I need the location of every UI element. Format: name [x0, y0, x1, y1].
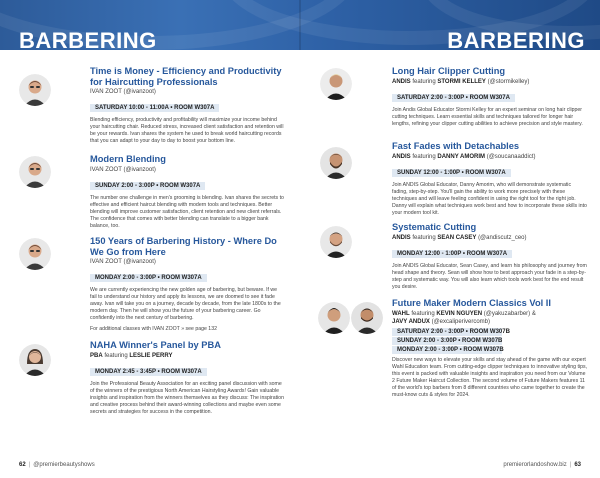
session-schedule: MONDAY 2:00 - 3:00P • ROOM W307B: [392, 346, 502, 354]
session-title: Time is Money - Efficiency and Productivity for Haircutting Professionals: [90, 66, 282, 87]
page-gutter: [299, 0, 301, 50]
session-schedule: SATURDAY 10:00 - 11:00A • ROOM W307A: [90, 104, 219, 112]
session-presenter: IVAN ZOOT (@ivanzoot): [90, 89, 156, 95]
right-page: [300, 58, 600, 458]
session-description: The number one challenge in men's grooming is blending. Ivan shares the secrets to effective and efficient haircut blending with modern tools and techniques. Better blending will improve customer satisfaction, client retention and new client referrals. The confidence that comes with better blending can translate to a bigger bank balance, too.: [90, 194, 284, 229]
session-description: Join ANDIS Global Educator, Sean Casey, and learn his philosophy and journey from head shape and theory. Sean will show how to best approach your fade in a step-by-step and systematic way. You will also learn which tools work best for the end result you desire.: [392, 262, 587, 290]
session-presenter: [392, 78, 588, 86]
presenter-featuring: featuring: [412, 153, 436, 160]
session-presenter: [392, 310, 588, 326]
presenter-name: KEVIN NGUYEN: [436, 310, 483, 317]
presenter-handle: (@andiscutz_ceo): [478, 234, 527, 241]
session-schedule: MONDAY 12:00 - 1:00P • ROOM W307A: [392, 250, 512, 258]
session-title: NAHA Winner's Panel by PBA: [90, 340, 221, 350]
session-title: Long Hair Clipper Cutting: [392, 66, 506, 76]
section-title-left: BARBERING: [19, 28, 157, 53]
session-description: Blending efficiency, productivity and profitability will maximize your income behind your haircutting chair. Reduced stress, increased client satisfaction and retention will be your rewards. Ivan shares the system he used to break world haircutting records that you can adapt to your day to day to boost your bottom line.: [90, 117, 284, 144]
page-footer-left: [19, 461, 95, 469]
session-title: Future Maker Modern Classics Vol II: [392, 298, 551, 308]
presenter-handle: (@excaliperivercomb): [431, 318, 491, 325]
session-schedule: SUNDAY 2:00 - 3:00P • ROOM W307A: [90, 182, 205, 190]
presenter-photo-leslie-perry: [19, 344, 51, 376]
presenter-org: PBA: [90, 352, 103, 359]
session-title: Systematic Cutting: [392, 222, 477, 232]
presenter-name: DANNY AMORIM: [437, 153, 486, 160]
page-number: 63: [574, 462, 581, 468]
session-title: 150 Years of Barbering History - Where Do We Go from Here: [90, 236, 277, 257]
session-description: Join Andis Global Educator Stormi Kelley for an expert seminar on long hair clipper cutting techniques. Learn essential skills and techniques tailored for longer hair lengths, refining your clipper cutting abilities to achieve precision and style mastery.: [392, 106, 583, 127]
session-presenter: IVAN ZOOT (@ivanzoot): [90, 166, 156, 173]
presenter-featuring: featuring: [412, 234, 436, 241]
presenter-photo-kevin-nguyen: [318, 302, 350, 334]
section-title-right: BARBERING: [447, 28, 585, 53]
presenter-photo-ivan-zoot: [19, 74, 51, 106]
session-schedule: SATURDAY 2:00 - 3:00P • ROOM W307A: [392, 94, 515, 102]
session-presenter: IVAN ZOOT (@ivanzoot): [90, 259, 156, 265]
session-title: Fast Fades with Detachables: [392, 141, 520, 151]
footer-divider: |: [28, 462, 31, 468]
presenter-org: ANDIS: [392, 234, 411, 241]
footer-website: premierorlandoshow.biz: [503, 462, 567, 468]
presenter-photo-ivan-zoot: [19, 238, 51, 270]
presenter-handle: (@stormikelley): [487, 78, 530, 85]
session-description: Discover new ways to elevate your skills and stay ahead of the game with our expert Wahl Education team. From cutting-edge clipper techniques to innovative styling tips, this event is packed with valuable insights and inspiration you need from our Volume 2 Future Maker Haircut Collection. The second volume of Future Makers features 11 of the world's top barbers from 8 different countries who came together to create the must-know cuts & styles for 2024.: [392, 356, 588, 398]
footer-social-handle: @premierbeautyshows: [33, 462, 95, 468]
session-presenter: [392, 153, 588, 161]
session-schedule: SUNDAY 12:00 - 1:00P • ROOM W307A: [392, 169, 511, 177]
presenter-photo-javy-andux: [351, 302, 383, 334]
session-description: We are currently experiencing the new golden age of barbering, but beware. If we fail to understand our history and apply its lessons, we are doomed to see it fade away. Ivan will take you on a journey, decade by decade, from the late 1800s to the modern day. Then he will show you the future of your barbering career. Go confidently into the next century of barbering.: [90, 287, 281, 321]
presenter-featuring: featuring: [412, 78, 436, 85]
presenter-name: JAVY ANDUX: [392, 318, 430, 325]
presenter-name: LESLIE PERRY: [129, 352, 173, 359]
session-schedule: MONDAY 2:45 - 3:45P • ROOM W307A: [90, 368, 207, 376]
session-description: Join ANDIS Global Educator, Danny Amorim, who will demonstrate systematic fading, step-by-step. You'll gain the ability to work more precisely with these techniques and will leave feeling confident in using the right tool for the right job. Danny will explain what techniques work best and how to incorporate these skills into your modern tool kit.: [392, 181, 587, 216]
left-page: [0, 58, 300, 458]
presenter-featuring: featuring: [104, 352, 128, 359]
session-schedule: SATURDAY 2:00 - 3:00P • ROOM W307B: [392, 328, 502, 336]
page-number: 62: [19, 462, 26, 468]
footer-divider: |: [569, 462, 572, 468]
session-description: Join the Professional Beauty Association for an exciting panel discussion with some of the winners of the prestigious North American Hairstyling Awards! Gain valuable insights and inspiration from the winners themselves as they discuss: The inspiration and creative process behind their award-winning collections and maybe even some secrets and strategies for success in the competition.: [90, 380, 284, 415]
see-also-link[interactable]: For additional classes with IVAN ZOOT » see page 132: [90, 326, 217, 332]
session-presenter: [90, 352, 285, 360]
presenter-photo-stormi-kelley: [320, 68, 352, 100]
presenter-handle: (@soucanaaddict): [486, 153, 536, 160]
presenter-org: ANDIS: [392, 78, 411, 85]
session-schedule-list: [392, 328, 588, 354]
session-title: Modern Blending: [90, 154, 166, 164]
presenter-name: STORMI KELLEY: [437, 78, 486, 85]
session-presenter: [392, 234, 588, 242]
session-schedule: MONDAY 2:00 - 3:00P • ROOM W307A: [90, 274, 207, 282]
page-footer-right: [503, 461, 581, 469]
presenter-org: ANDIS: [392, 153, 411, 160]
presenter-org: WAHL: [392, 310, 410, 317]
presenter-handle: (@yakuzabarber) &: [483, 310, 536, 317]
presenter-photo-sean-casey: [320, 226, 352, 258]
presenter-photo-ivan-zoot: [19, 156, 51, 188]
presenter-photo-danny-amorim: [320, 147, 352, 179]
presenter-name: SEAN CASEY: [437, 234, 477, 241]
session-schedule: SUNDAY 2:00 - 3:00P • ROOM W307B: [392, 337, 502, 345]
presenter-featuring: featuring: [411, 310, 435, 317]
